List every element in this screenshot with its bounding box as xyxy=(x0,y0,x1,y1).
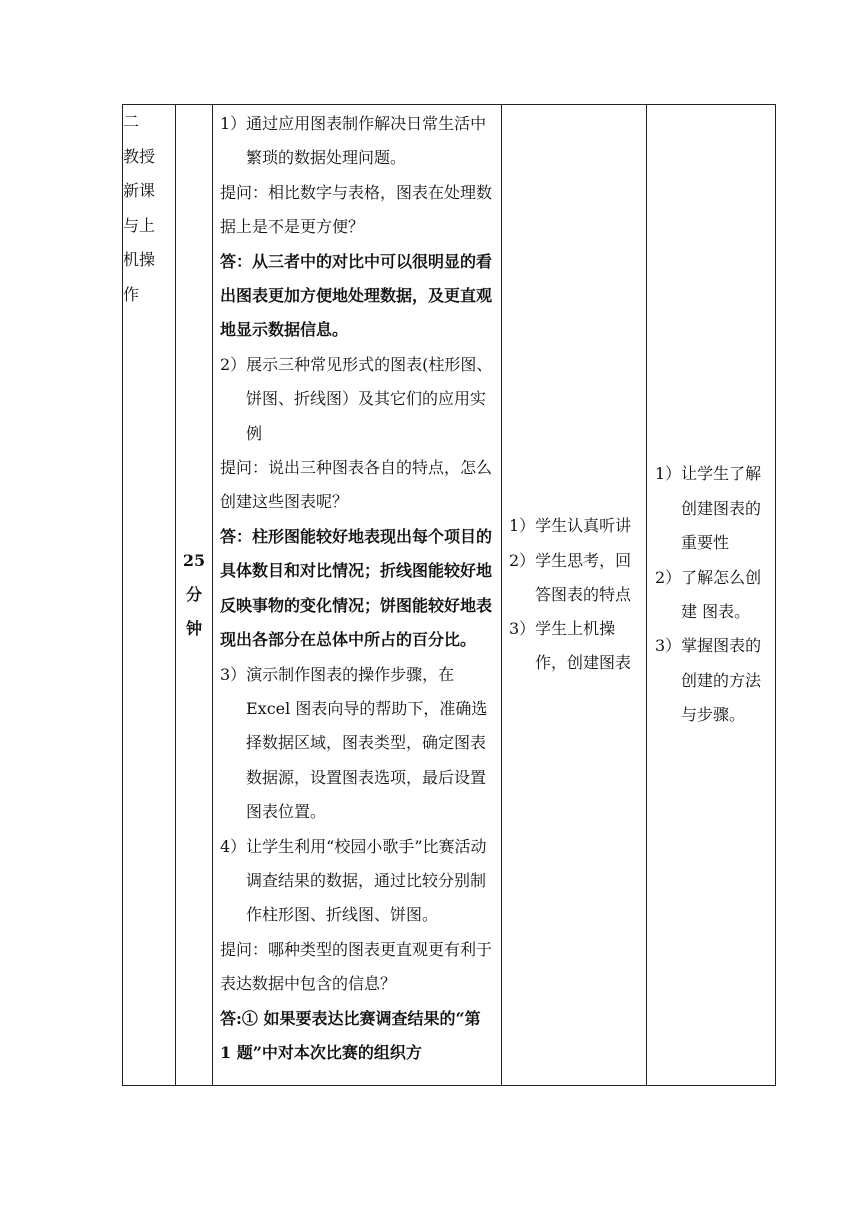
content-question-2: 提问：说出三种图表各自的特点，怎么创建这些图表呢？ xyxy=(220,458,493,512)
section-label-line: 与上 xyxy=(123,215,156,235)
content-answer-1: 答：从三者中的对比中可以很明显的看出图表更加方便地处理数据，及更直观地显示数据信息。 xyxy=(220,251,493,340)
content-step-4: 4）让学生利用“校园小歌手”比赛活动调查结果的数据，通过比较分别制作柱形图、折线图、饼图。 xyxy=(220,836,487,925)
design-intent-1: 1）让学生了解创建图表的重要性 xyxy=(655,464,762,553)
content-question-3: 提问：哪种类型的图表更直观更有利于表达数据中包含的信息？ xyxy=(220,939,493,994)
section-label-line: 二 xyxy=(123,112,140,131)
section-label-line: 作 xyxy=(123,284,140,304)
section-cell xyxy=(123,105,176,1086)
student-activity-3: 3）学生上机操作，创建图表 xyxy=(509,619,632,673)
lesson-plan-table xyxy=(122,104,776,1086)
content-answer-3: 答:① 如果要表达比赛调查结果的“第 1 题”中对本次比赛的组织方 xyxy=(220,1008,481,1062)
design-intent-3: 3）掌握图表的创建的方法与步骤。 xyxy=(655,636,762,725)
design-intent-2: 2）了解怎么创 建 图表。 xyxy=(655,567,762,621)
time-unit: 钟 xyxy=(185,619,202,638)
content-answer-2: 答：柱形图能较好地表现出每个项目的具体数目和对比情况；折线图能较好地反映事物的变化情况；饼图能较好地表现出各部分在总体中所占的百分比。 xyxy=(220,526,493,650)
section-label-line: 教授 xyxy=(123,146,156,166)
content-step-1: 1）通过应用图表制作解决日常生活中繁琐的数据处理问题。 xyxy=(220,114,487,168)
time-unit: 分 xyxy=(185,585,202,604)
content-step-2: 2）展示三种常见形式的图表(柱形图、饼图、折线图）及其它们的应用实例 xyxy=(220,354,493,443)
student-activity-1: 1）学生认真听讲 xyxy=(509,516,632,536)
time-cell xyxy=(176,105,213,1086)
content-step-3: 3）演示制作图表的操作步骤，在 Excel 图表向导的帮助下，准确选择数据区域，图表类型，确定图表数据源，设置图表选项，最后设置图表位置。 xyxy=(220,664,488,822)
table-row xyxy=(123,105,776,1086)
section-label-line: 机操 xyxy=(123,250,156,269)
design-intent-cell xyxy=(647,105,776,1086)
section-label-line: 新课 xyxy=(123,181,156,200)
student-activity-2: 2）学生思考，回答图表的特点 xyxy=(509,550,632,604)
teaching-content-cell xyxy=(213,105,502,1086)
time-number: 25 xyxy=(182,551,206,570)
student-activity-cell xyxy=(502,105,647,1086)
content-question-1: 提问：相比数字与表格，图表在处理数据上是不是更方便？ xyxy=(220,182,493,237)
